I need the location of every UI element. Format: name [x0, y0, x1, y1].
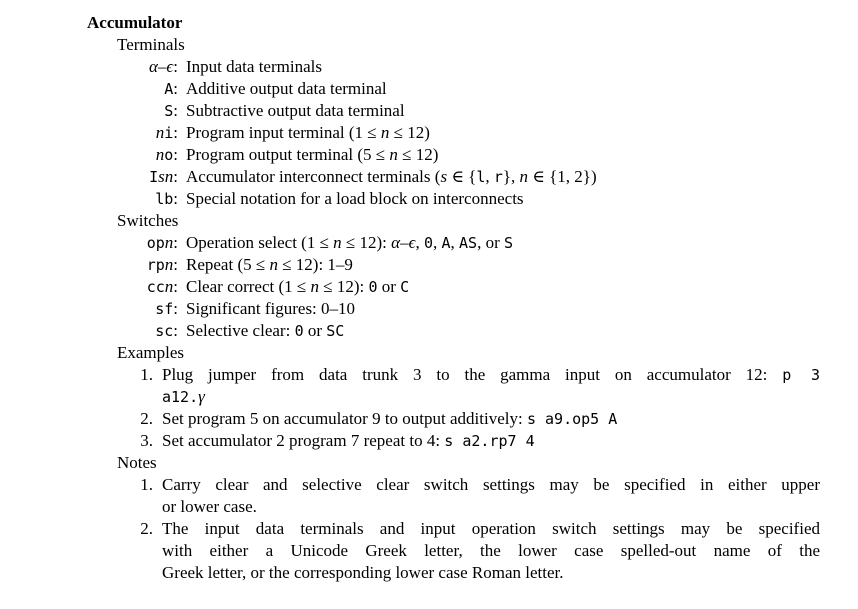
text-segment-rm: ≤ 12): 1–9	[277, 255, 353, 274]
text-segment-rm: Set program 5 on accumulator 9 to output additively:	[162, 409, 527, 428]
text-segment-rm: Program input terminal (1 ≤	[186, 123, 381, 142]
text-segment-tt: p 3	[782, 366, 820, 384]
text-segment-it: n	[155, 123, 165, 142]
text-segment-rm: Input data terminals	[186, 57, 322, 76]
text-segment-rm: :	[173, 321, 178, 340]
text-segment-it: ϵ	[408, 233, 416, 252]
text-segment-rm: The input data terminals and input operation switch settings may be specified	[162, 519, 820, 538]
section-heading-switches: Switches	[117, 211, 179, 230]
list-item	[87, 474, 820, 518]
text-segment-rm: Repeat (5 ≤	[186, 255, 270, 274]
term-description	[186, 232, 513, 254]
text-segment-tt: r	[493, 168, 503, 186]
definition-row	[87, 56, 820, 78]
text-segment-tt: 0	[368, 278, 378, 296]
term-label	[87, 320, 178, 342]
text-segment-rm: Additive output data terminal	[186, 79, 387, 98]
list-item	[87, 518, 820, 584]
text-segment-tt: cc	[146, 278, 165, 296]
term-label	[87, 122, 178, 144]
text-segment-tt: s a2.rp7 4	[444, 432, 535, 450]
text-segment-tt: a12.	[162, 388, 199, 406]
text-segment-rm: :	[173, 189, 178, 208]
text-segment-rm: ≤ 12):	[319, 277, 369, 296]
text-segment-rm: },	[502, 167, 520, 186]
text-segment-it: n	[269, 255, 278, 274]
term-label	[87, 78, 178, 100]
text-segment-tt: A	[164, 80, 174, 98]
term-description	[186, 276, 409, 298]
text-segment-rm: :	[173, 79, 178, 98]
term-description	[186, 320, 344, 342]
text-segment-rm: :	[173, 101, 178, 120]
text-segment-rm: Greek letter, or the corresponding lower case Roman letter.	[162, 563, 564, 582]
item-line	[162, 518, 820, 540]
term-description	[186, 166, 597, 188]
item-text	[162, 474, 820, 518]
text-segment-rm: Carry clear and selective clear switch settings may be specified in either upper	[162, 475, 820, 494]
section-examples	[87, 342, 820, 452]
text-segment-rm: , or	[477, 233, 504, 252]
text-segment-it: n	[389, 145, 398, 164]
text-segment-tt: op	[146, 234, 165, 252]
text-segment-rm: –	[400, 233, 409, 252]
text-segment-rm: ,	[415, 233, 424, 252]
text-segment-rm: ∈ {1, 2})	[528, 167, 597, 186]
text-segment-it: s	[440, 167, 448, 186]
definition-row	[87, 188, 820, 210]
text-segment-tt: A	[441, 234, 451, 252]
section-heading-notes: Notes	[117, 453, 157, 472]
term-label	[87, 166, 178, 188]
definition-row	[87, 122, 820, 144]
item-text	[162, 408, 820, 430]
term-label	[87, 100, 178, 122]
text-segment-rm: ,	[450, 233, 459, 252]
list-item	[87, 430, 820, 452]
text-segment-rm: :	[173, 145, 178, 164]
term-label	[87, 232, 178, 254]
item-text	[162, 364, 820, 408]
text-segment-it: n	[333, 233, 342, 252]
text-segment-tt: s a9.op5 A	[526, 410, 618, 428]
term-label	[87, 276, 178, 298]
text-segment-rm: ,	[485, 167, 494, 186]
item-number: 1.	[140, 475, 153, 494]
item-line	[162, 540, 820, 562]
page-title: Accumulator	[87, 13, 183, 32]
text-segment-it: n	[164, 233, 174, 252]
text-segment-rm: ≤ 12)	[397, 145, 439, 164]
text-segment-rm: :	[173, 233, 178, 252]
definition-row	[87, 232, 820, 254]
item-number: 2.	[140, 519, 153, 538]
section-heading-terminals: Terminals	[117, 35, 185, 54]
term-label	[87, 298, 178, 320]
text-segment-it: γ	[198, 387, 205, 406]
term-description	[186, 100, 405, 122]
item-line	[162, 430, 820, 452]
text-segment-rm: ≤ 12):	[341, 233, 392, 252]
text-segment-rm: or	[303, 321, 327, 340]
text-segment-tt: 0	[294, 322, 304, 340]
text-segment-rm: –	[157, 57, 167, 76]
text-segment-tt: i	[164, 124, 174, 142]
text-segment-tt: I	[149, 168, 159, 186]
text-segment-tt: 0	[423, 234, 433, 252]
text-segment-it: α	[148, 57, 158, 76]
item-line	[162, 364, 820, 386]
term-description	[186, 56, 322, 78]
text-segment-it: n	[155, 145, 165, 164]
text-segment-rm: Program output terminal (5 ≤	[186, 145, 390, 164]
term-label	[87, 144, 178, 166]
text-segment-rm: :	[173, 277, 178, 296]
item-line	[162, 386, 820, 408]
text-segment-it: α	[391, 233, 401, 252]
text-segment-it: n	[519, 167, 529, 186]
text-segment-rm: :	[173, 299, 178, 318]
text-segment-it: n	[164, 255, 174, 274]
term-description	[186, 78, 387, 100]
item-text	[162, 430, 820, 452]
term-label	[87, 188, 178, 210]
text-segment-rm: ∈ {	[447, 167, 477, 186]
term-description	[186, 144, 438, 166]
text-segment-tt: sf	[155, 300, 174, 318]
text-segment-rm: ≤ 12)	[389, 123, 430, 142]
item-text	[162, 518, 820, 584]
term-description	[186, 298, 355, 320]
item-line	[162, 496, 820, 518]
text-segment-tt: lb	[155, 190, 174, 208]
text-segment-rm: :	[173, 123, 178, 142]
text-segment-it: n	[310, 277, 319, 296]
text-segment-rm: Accumulator interconnect terminals (	[186, 167, 441, 186]
text-segment-rm: Plug jumper from data trunk 3 to the gamma input on accumulator 12:	[162, 365, 783, 384]
text-segment-tt: C	[400, 278, 410, 296]
text-segment-rm: :	[173, 167, 178, 186]
text-segment-rm: Special notation for a load block on interconnects	[186, 189, 524, 208]
item-number: 3.	[140, 431, 153, 450]
section-terminals	[87, 34, 820, 210]
text-segment-rm: with either a Unicode Greek letter, the lower case spelled-out name of the	[162, 541, 820, 560]
section-switches	[87, 210, 820, 342]
list-item	[87, 408, 820, 430]
text-segment-rm: or	[377, 277, 401, 296]
term-description	[186, 122, 430, 144]
text-segment-tt: S	[164, 102, 174, 120]
item-number: 2.	[140, 409, 153, 428]
term-label	[87, 56, 178, 78]
text-segment-rm: Subtractive output data terminal	[186, 101, 405, 120]
definition-row	[87, 254, 820, 276]
text-segment-it: ϵ	[166, 57, 174, 76]
definition-row	[87, 144, 820, 166]
list-item	[87, 364, 820, 408]
text-segment-rm: Operation select (1 ≤	[186, 233, 334, 252]
text-segment-tt: o	[164, 146, 174, 164]
item-number: 1.	[140, 365, 153, 384]
term-label	[87, 254, 178, 276]
text-segment-tt: SC	[326, 322, 345, 340]
definition-row	[87, 320, 820, 342]
text-segment-rm: or lower case.	[162, 497, 257, 516]
text-segment-tt: sc	[155, 322, 174, 340]
text-segment-it: n	[164, 277, 174, 296]
text-segment-rm: Clear correct (1 ≤	[186, 277, 311, 296]
section-heading-examples: Examples	[117, 343, 185, 362]
text-segment-rm: Set accumulator 2 program 7 repeat to 4:	[162, 431, 445, 450]
text-segment-rm: :	[173, 255, 178, 274]
text-segment-tt: AS	[459, 234, 478, 252]
text-segment-rm: ,	[432, 233, 442, 252]
item-line	[162, 474, 820, 496]
text-segment-it: n	[380, 123, 390, 142]
definition-row	[87, 78, 820, 100]
text-segment-tt: rp	[146, 256, 165, 274]
item-line	[162, 408, 820, 430]
text-segment-it: sn	[158, 167, 174, 186]
term-description	[186, 254, 353, 276]
text-segment-rm: :	[173, 57, 178, 76]
text-segment-tt: S	[503, 234, 514, 252]
text-segment-tt: l	[476, 168, 486, 186]
document-content	[87, 34, 820, 584]
section-notes	[87, 452, 820, 584]
definition-row	[87, 100, 820, 122]
text-segment-rm: Selective clear:	[186, 321, 295, 340]
text-segment-rm: Significant figures: 0–10	[186, 299, 356, 318]
definition-row	[87, 298, 820, 320]
definition-row	[87, 166, 820, 188]
term-description	[186, 188, 524, 210]
definition-row	[87, 276, 820, 298]
item-line	[162, 562, 820, 584]
